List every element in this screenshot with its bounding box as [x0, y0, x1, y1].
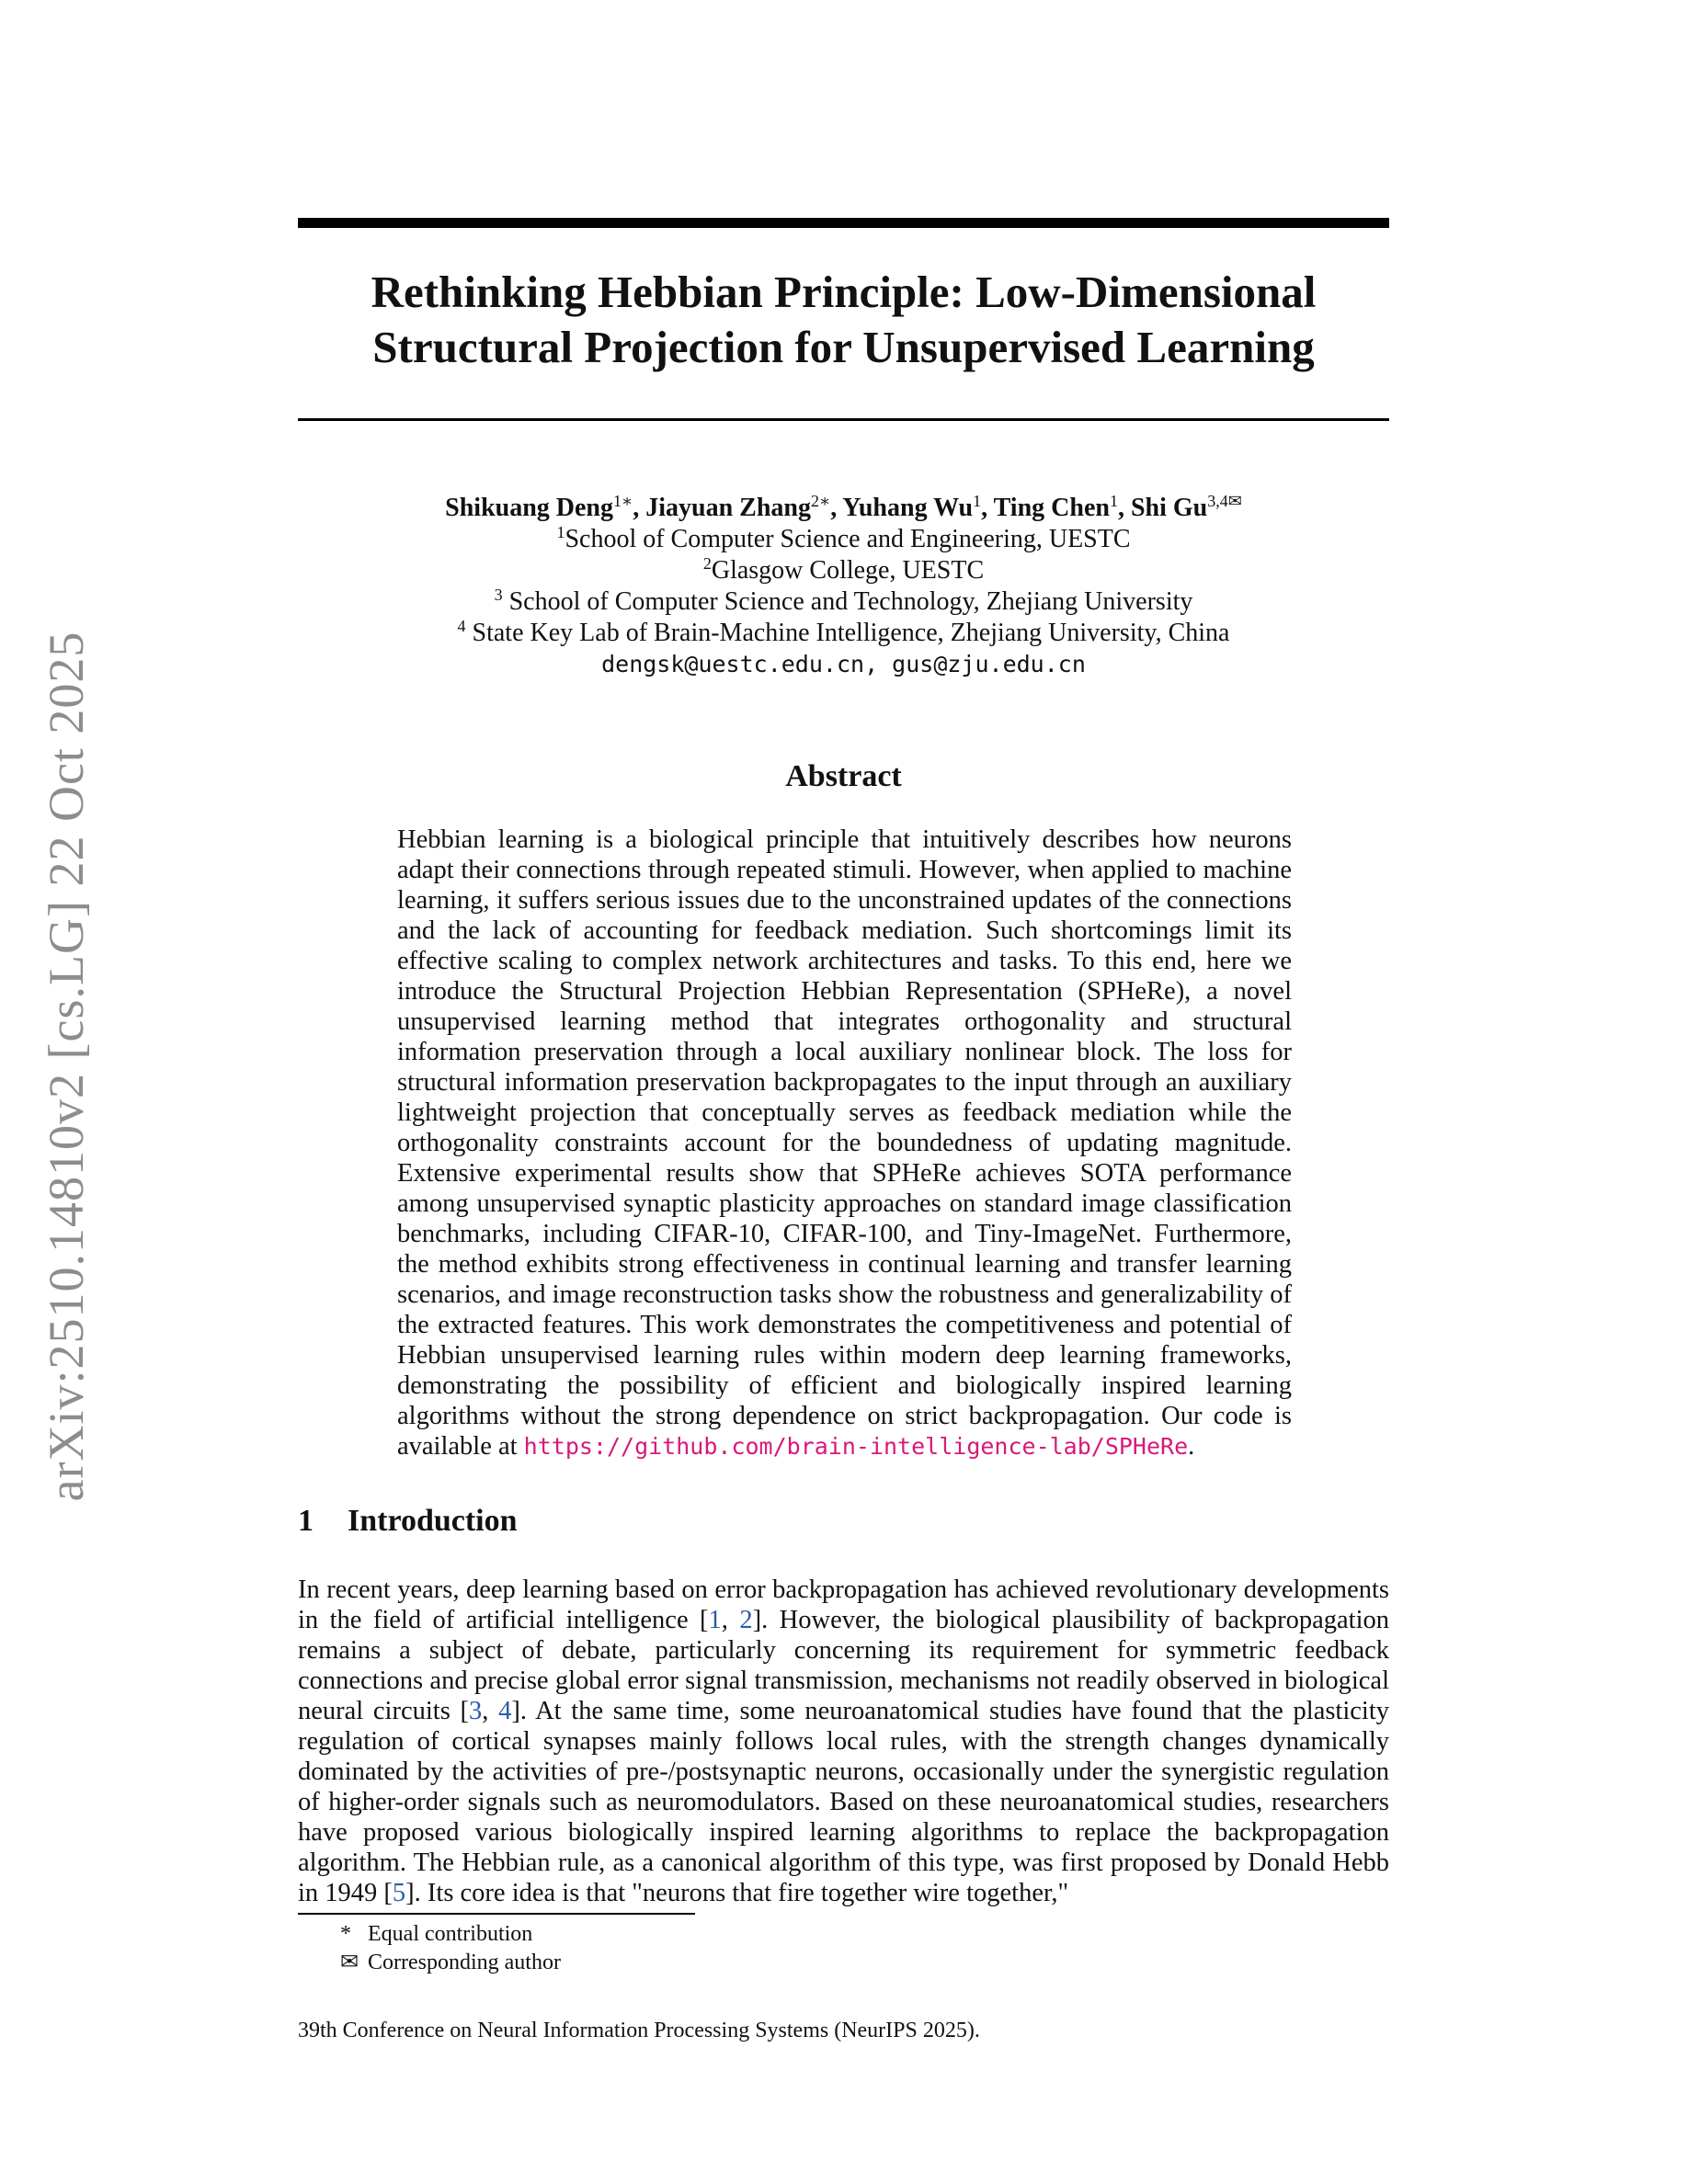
affiliation	[298, 555, 1389, 586]
intro-text: ]. However, the biological plausibility of backpropagation remains a subject of debate, particularly concerning its requirement for symmetric feedback connections and precise global error signal transmission, mechanisms not readily observed in biological neural circuits [	[298, 1606, 1390, 1725]
affiliation-text: School of Computer Science and Engineering, UESTC	[565, 525, 1131, 553]
author-affiliation-mark: 3,4✉	[1207, 492, 1242, 510]
affiliation	[298, 524, 1389, 555]
footnotes	[340, 1920, 561, 1977]
intro-text: ]. At the same time, some neuroanatomical studies have found that the plasticity regulation of cortical synapses mainly follows local rules, with the strength changes dynamically dominated by the activities of pre-/postsynaptic neurons, occasionally under the synergistic regulation of higher-order signals such as neuromodulators. Based on these neuroanatomical studies, researchers have proposed various biologically inspired learning algorithms to replace the backpropagation algorithm. The Hebbian rule, as a canonical algorithm of this type, was first proposed by Donald Hebb in 1949 [	[298, 1697, 1390, 1907]
conference-notice: 39th Conference on Neural Information Processing Systems (NeurIPS 2025).	[298, 2019, 980, 2042]
footnote-text: Corresponding author	[368, 1951, 561, 1974]
author-affiliation-mark: 2∗	[811, 492, 831, 510]
intro-text: In recent years, deep learning based on error backpropagation has achieved revolutionary developments in the field of artificial intelligence [	[298, 1575, 1389, 1634]
citation-link[interactable]: 1	[708, 1606, 722, 1634]
author-name: Jiayuan Zhang	[645, 494, 811, 522]
affiliation-mark: 2	[702, 554, 712, 573]
author-separator: ,	[830, 494, 843, 522]
footnote-mark: ✉	[340, 1951, 359, 1974]
author-name: Shikuang Deng	[445, 494, 614, 522]
affiliation-mark: 3	[494, 586, 503, 604]
author-affiliation-mark: 1∗	[613, 492, 633, 510]
introduction-paragraph	[298, 1575, 1389, 1908]
author-list	[298, 493, 1389, 524]
affiliation-text: State Key Lab of Brain-Machine Intelligence, Zhejiang University, China	[465, 619, 1230, 647]
section-number: 1	[298, 1504, 314, 1538]
title-rule-bottom	[298, 418, 1389, 421]
author-separator: ,	[981, 494, 994, 522]
author-affiliation-mark: 1	[973, 492, 982, 510]
affiliation-mark: 1	[556, 523, 565, 541]
footnote	[340, 1920, 561, 1949]
affiliation-mark: 4	[457, 617, 466, 635]
abstract-text: Hebbian learning is a biological principle that intuitively describes how neurons adapt their connections through repeated stimuli. However, when applied to machine learning, it suffers serious issues due to the unconstrained updates of the connections and the lack of accounting for feedback mediation. Such shortcomings limit its effective scaling to complex network architectures and tasks. To this end, here we introduce the Structural Projection Hebbian Representation (SPHeRe), a novel unsupervised learning method that integrates orthogonality and structural information preservation through a local auxiliary nonlinear block. The loss for structural information preservation backpropagates to the input through an auxiliary lightweight projection that conceptually serves as feedback mediation while the orthogonality constraints account for the boundedness of updating magnitude. Extensive experimental results show that SPHeRe achieves SOTA performance among unsupervised synaptic plasticity approaches on standard image classification benchmarks, including CIFAR-10, CIFAR-100, and Tiny-ImageNet. Furthermore, the method exhibits strong effectiveness in continual learning and transfer learning scenarios, and image reconstruction tasks show the robustness and generalizability of the extracted features. This work demonstrates the competitiveness and potential of Hebbian unsupervised learning rules within modern deep learning frameworks, demonstrating the possibility of efficient and biologically inspired learning algorithms without the strong dependence on strict backpropagation. Our code is available at	[397, 825, 1292, 1461]
author-affiliation-mark: 1	[1109, 492, 1118, 510]
author-name: Shi Gu	[1130, 494, 1208, 522]
title-rule-top	[298, 218, 1389, 228]
arxiv-watermark: arXiv:2510.14810v2 [cs.LG] 22 Oct 2025	[39, 631, 94, 1502]
intro-text: ]. Its core idea is that "neurons that fire together wire together,"	[405, 1879, 1069, 1907]
author-separator: ,	[633, 494, 646, 522]
affiliation-text: School of Computer Science and Technology, Zhejiang University	[502, 587, 1193, 616]
citation-link[interactable]: 5	[392, 1879, 406, 1907]
footnote	[340, 1949, 561, 1977]
author-name: Ting Chen	[993, 494, 1110, 522]
author-block	[298, 493, 1389, 680]
citation-link[interactable]: 2	[739, 1606, 753, 1634]
abstract-end: .	[1188, 1432, 1195, 1461]
abstract-body	[397, 825, 1292, 1462]
title-line-1: Rethinking Hebbian Principle: Low-Dimensional	[371, 267, 1317, 317]
citation-link[interactable]: 4	[498, 1697, 512, 1725]
section-heading-introduction	[298, 1504, 518, 1539]
author-emails: dengsk@uestc.edu.cn, gus@zju.edu.cn	[601, 651, 1086, 677]
footnote-text: Equal contribution	[368, 1922, 533, 1946]
title-line-2: Structural Projection for Unsupervised Learning	[372, 322, 1315, 372]
footnote-mark: *	[340, 1922, 351, 1946]
citation-separator: ,	[482, 1697, 499, 1725]
paper-title	[298, 265, 1389, 375]
section-title: Introduction	[348, 1504, 518, 1538]
code-link[interactable]: https://github.com/brain-intelligence-lab/SPHeRe	[523, 1433, 1189, 1460]
author-separator: ,	[1117, 494, 1131, 522]
citation-link[interactable]: 3	[469, 1697, 483, 1725]
affiliation-text: Glasgow College, UESTC	[711, 556, 985, 585]
author-name: Yuhang Wu	[842, 494, 974, 522]
footnote-rule	[298, 1913, 695, 1915]
affiliation	[298, 618, 1389, 649]
affiliation	[298, 586, 1389, 618]
abstract-heading: Abstract	[785, 759, 902, 793]
citation-separator: ,	[721, 1606, 740, 1634]
